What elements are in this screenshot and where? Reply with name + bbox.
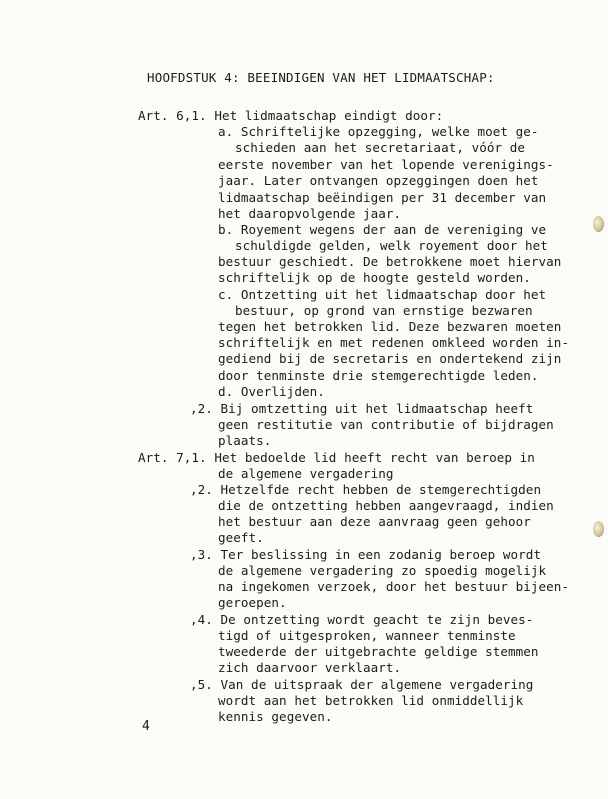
- text-line: bestuur geschiedt. De betrokkene moet hiervan: [218, 254, 562, 269]
- article-7-4-line: ,4. De ontzetting wordt geacht te zijn beves-: [190, 612, 534, 627]
- text-line: geen restitutie van contributie of bijdragen: [218, 417, 554, 432]
- text-line: schieden aan het secretariaat, vóór de: [235, 140, 526, 155]
- text-line: c. Ontzetting uit het lidmaatschap door het: [218, 287, 547, 302]
- text-line: schuldigde gelden, welk royement door het: [235, 238, 548, 253]
- text-line: het bestuur aan deze aanvraag geen gehoor: [218, 514, 531, 529]
- text-line: het daaropvolgende jaar.: [218, 206, 402, 221]
- text-line: schriftelijk op de hoogte gesteld worden.: [218, 270, 531, 285]
- article-7-5-line: ,5. Van de uitspraak der algemene vergadering: [190, 677, 534, 692]
- text-line: plaats.: [218, 433, 272, 448]
- text-line: gediend bij de secretaris en ondertekend zijn: [218, 351, 562, 366]
- text-line: door tenminste drie stemgerechtigde leden.: [218, 368, 539, 383]
- text-line: zich daarvoor verklaart.: [218, 660, 402, 675]
- text-line: de algemene vergadering zo spoedig mogelijk: [218, 563, 547, 578]
- text-line: schriftelijk en met redenen omkleed worden in-: [218, 335, 570, 350]
- chapter-heading: HOOFDSTUK 4: BEEINDIGEN VAN HET LIDMAATSCHAP:: [147, 70, 495, 85]
- text-line: lidmaatschap beëindigen per 31 december van: [218, 190, 547, 205]
- text-line: na ingekomen verzoek, door het bestuur bijeen-: [218, 579, 570, 594]
- text-line: geeft.: [218, 530, 264, 545]
- text-line: d. Overlijden.: [218, 384, 325, 399]
- text-line: die de ontzetting hebben aangevraagd, indien: [218, 498, 554, 513]
- text-line: tegen het betrokken lid. Deze bezwaren moeten: [218, 319, 562, 334]
- page-number: 4: [142, 719, 150, 734]
- text-line: wordt aan het betrokken lid onmiddellijk: [218, 693, 524, 708]
- text-line: a. Schriftelijke opzegging, welke moet ge-: [218, 124, 539, 139]
- article-7-1-line: Art. 7,1. Het bedoelde lid heeft recht van beroep in: [138, 450, 535, 465]
- text-line: tigd of uitgesproken, wanneer tenminste: [218, 628, 516, 643]
- text-line: bestuur, op grond van ernstige bezwaren: [235, 303, 533, 318]
- punch-hole-mark: [593, 216, 604, 232]
- article-6-2-line: ,2. Bij omtzetting uit het lidmaatschap heeft: [190, 401, 534, 416]
- text-line: tweederde der uitgebrachte geldige stemmen: [218, 644, 539, 659]
- article-6-1-line: Art. 6,1. Het lidmaatschap eindigt door:: [138, 108, 444, 123]
- text-line: de algemene vergadering: [218, 466, 394, 481]
- text-line: eerste november van het lopende verenigings-: [218, 157, 554, 172]
- text-line: kennis gegeven.: [218, 709, 333, 724]
- text-line: geroepen.: [218, 595, 287, 610]
- text-line: jaar. Later ontvangen opzeggingen doen het: [218, 173, 539, 188]
- punch-hole-mark: [593, 521, 604, 537]
- article-7-2-line: ,2. Hetzelfde recht hebben de stemgerechtigden: [190, 482, 542, 497]
- article-7-3-line: ,3. Ter beslissing in een zodanig beroep wordt: [190, 547, 542, 562]
- text-line: b. Royement wegens der aan de vereniging ve: [218, 222, 547, 237]
